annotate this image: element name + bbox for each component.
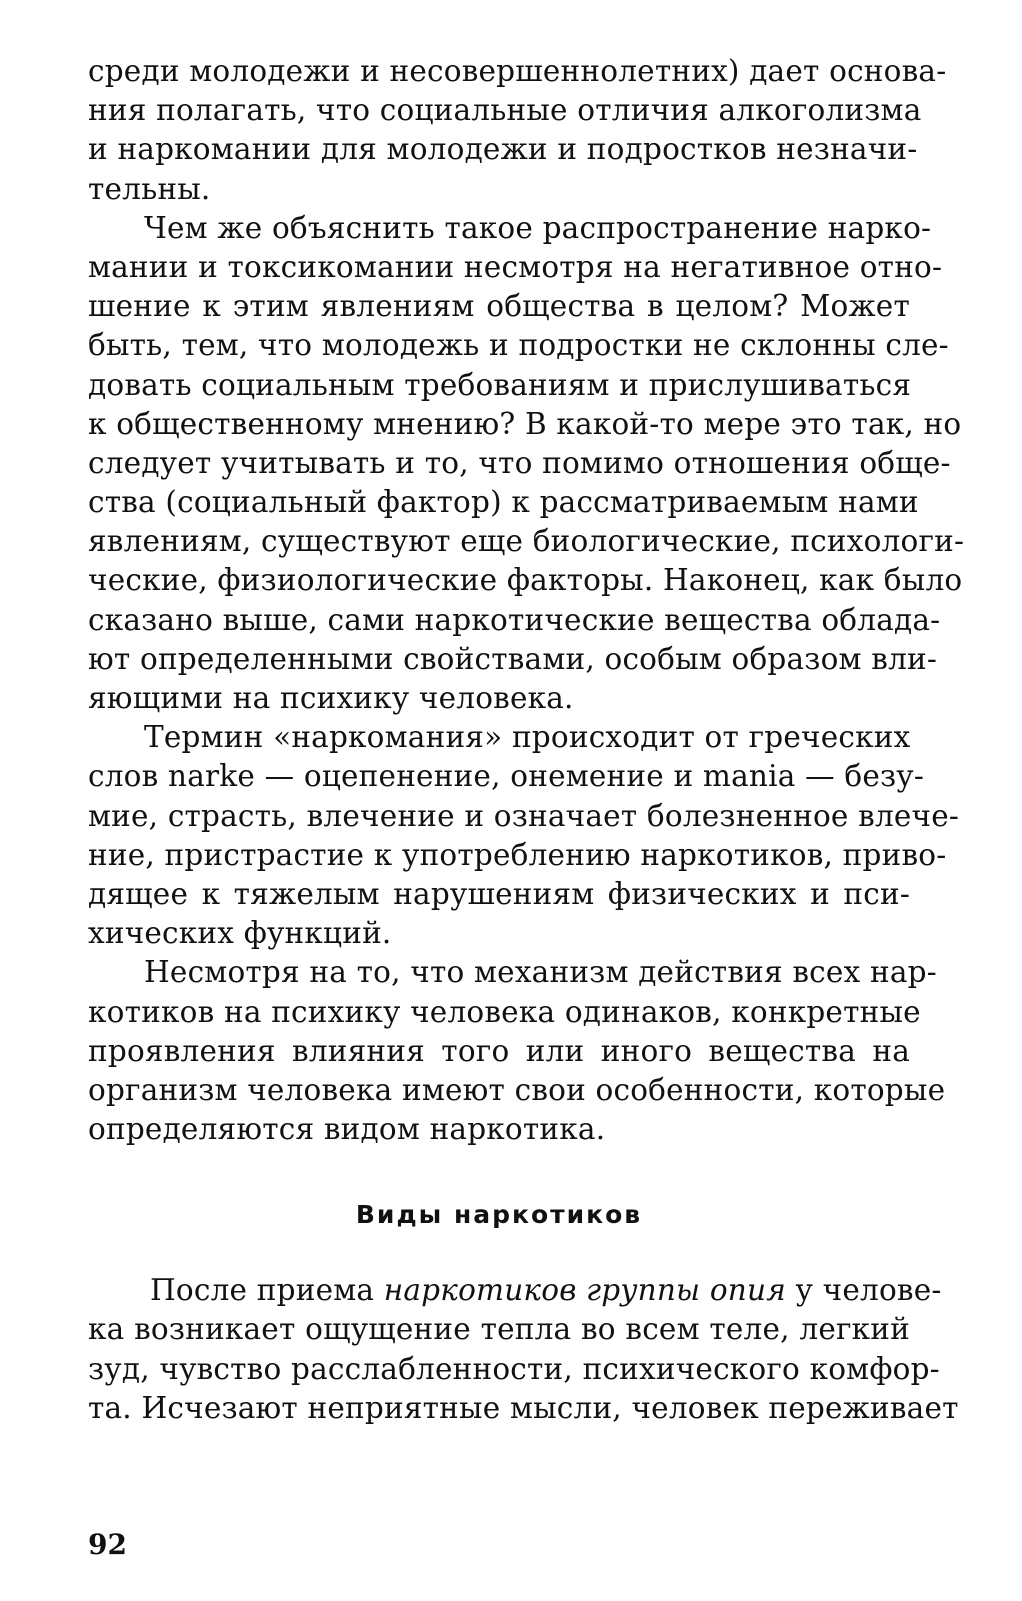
page-number: 92 [88,1528,127,1561]
text-line: яющими на психику человека. [88,681,574,715]
text-line: ка возникает ощущение тепла во всем теле, легкий [88,1312,910,1347]
text-line: тельны. [88,171,211,206]
text-line: Термин «наркомания» происходит от греческих [144,720,911,755]
text-line: ния полагать, что социальные отличия алкоголизма [88,93,922,128]
text-line: хических функций. [88,916,392,951]
text-line: ческие, физиологические факторы. Наконец, как было [88,563,963,598]
page-body [88,52,965,1428]
text-line: следует учитывать и то, что помимо отношения обще- [88,445,951,480]
text-line: сказано выше, сами наркотические вещества облада- [88,602,941,637]
paragraph-4 [88,953,946,1149]
text-line: мие, страсть, влечение и означает болезненное влече- [88,798,960,833]
text-line: довать социальным требованиям и прислушиваться [88,367,912,402]
text-line: зуд, чувство расслабленности, психического комфор- [88,1351,940,1386]
text-line: шение к этим явлениям общества в целом? Может [88,289,910,324]
text-line: котиков на психику человека одинаков, конкретные [88,994,921,1029]
text-line: Несмотря на то, что механизм действия всех нар- [144,955,937,990]
paragraph-2 [88,209,965,718]
text-line: проявления влияния того или иного вещества на [88,1033,910,1068]
text-line: мании и токсикомании несмотря на негативное отно- [88,249,943,284]
text-line: та. Исчезают неприятные мысли, человек переживает [88,1390,959,1425]
text-line: определяются видом наркотика. [88,1112,606,1147]
text-line: ние, пристрастие к употреблению наркотиков, приво- [88,837,947,872]
text-run: у челове- [785,1273,942,1308]
text-line: среди молодежи и несовершеннолетних) дает основа- [88,54,947,88]
paragraph-5 [88,1271,959,1428]
text-run: После приема [150,1273,384,1308]
text-line: явлениям, существуют еще биологические, психологи- [88,524,965,559]
text-line: ства (социальный фактор) к рассматриваемым нами [88,485,919,520]
paragraph-3 [88,718,960,953]
text-line: ют определенными свойствами, особым образом вли- [88,641,938,676]
text-line: слов narke — оцепенение, онемение и mania — безу- [88,759,925,794]
text-line: дящее к тяжелым нарушениям физических и пси- [88,876,910,911]
text-line: быть, тем, что молодежь и подростки не склонны сле- [88,328,949,363]
text-line: к общественному мнению? В какой-то мере это так, но [88,406,962,441]
paragraph-1 [88,52,947,209]
italic-term: наркотиков группы опия [383,1273,786,1308]
text-line: организм человека имеют свои особенности, которые [88,1072,946,1107]
text-line [88,1271,942,1310]
text-line: Чем же объяснить такое распространение нарко- [144,210,932,245]
text-line: и наркомании для молодежи и подростков незначи- [88,132,918,167]
section-heading: Виды наркотиков [355,1200,643,1230]
